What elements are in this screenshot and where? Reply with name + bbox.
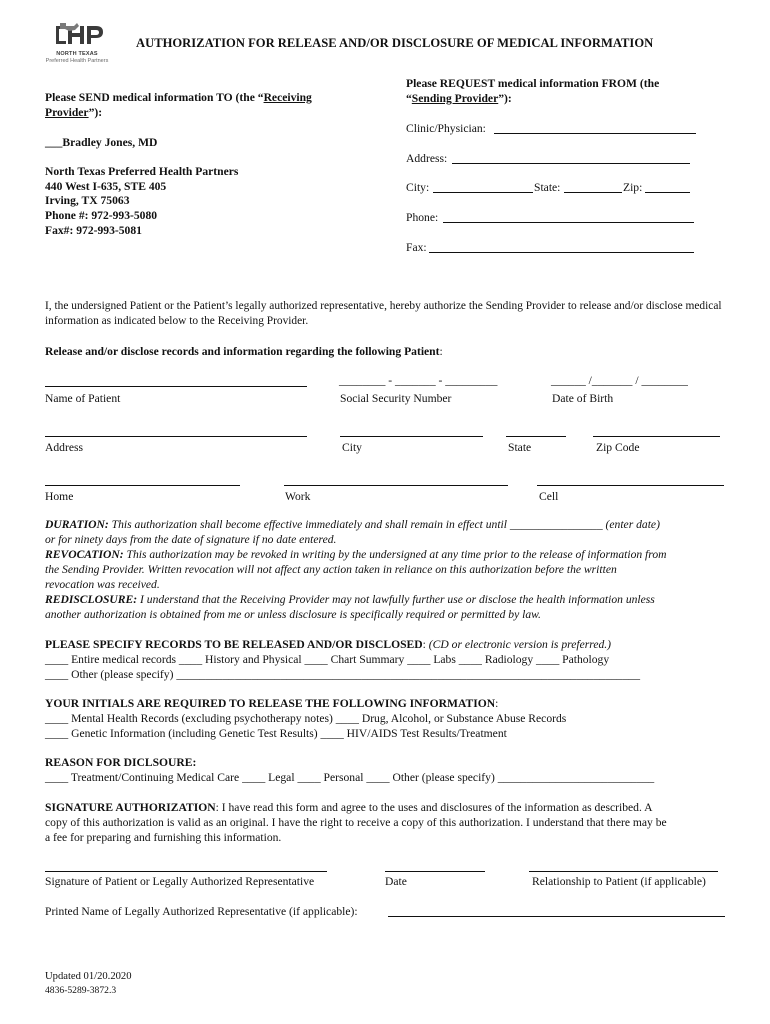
reason-options[interactable]: ____ Treatment/Continuing Medical Care ____ Legal ____ Personal ____ Other (please specify) ___________________________: [45, 771, 655, 784]
records-other[interactable]: ____ Other (please specify) ________________________________________________________________________________: [45, 668, 641, 681]
patient-state-label: State: [508, 441, 532, 454]
patient-address-field[interactable]: [45, 436, 307, 437]
send-to-heading-line2: Provider”):: [45, 106, 103, 119]
patient-address-label: Address: [45, 441, 83, 454]
patient-name-field[interactable]: [45, 386, 307, 387]
initials-line2[interactable]: ____ Genetic Information (including Genetic Test Results) ____ HIV/AIDS Test Results/Treatment: [45, 727, 507, 740]
state-label: State:: [534, 181, 561, 194]
work-label: Work: [285, 490, 311, 503]
receiving-address2: Irving, TX 75063: [45, 194, 130, 207]
state-field[interactable]: [564, 192, 622, 193]
ssn-label: Social Security Number: [340, 392, 452, 405]
patient-zip-label: Zip Code: [596, 441, 640, 454]
patient-section-heading: Release and/or disclose records and information regarding the following Patient:: [45, 345, 443, 358]
printed-name-field[interactable]: [388, 916, 725, 917]
intro-paragraph: I, the undersigned Patient or the Patient’s legally authorized representative, hereby authorize the Sending Provider to release and/or disclose medical information as indicated below to the Receiving Provider.: [45, 300, 722, 327]
redisclosure-line2: another authorization is obtained from me or unless disclosure is specifically required or permitted by law.: [45, 608, 541, 621]
request-from-heading-line2: “Sending Provider”):: [406, 92, 512, 105]
send-to-heading: Please SEND medical information TO (the “Receiving: [45, 91, 312, 104]
duration-line2: or for ninety days from the date of signature if no date entered.: [45, 533, 337, 546]
receiving-address1: 440 West I-635, STE 405: [45, 180, 167, 193]
dob-label: Date of Birth: [552, 392, 614, 405]
records-heading: PLEASE SPECIFY RECORDS TO BE RELEASED AND/OR DISCLOSED: (CD or electronic version is preferred.): [45, 638, 612, 651]
ssn-field[interactable]: ________ - _______ - _________: [339, 374, 498, 387]
revocation-line1: REVOCATION: This authorization may be revoked in writing by the undersigned at any time prior to the release of information from: [45, 548, 667, 561]
patient-city-field[interactable]: [340, 436, 483, 437]
signature-label: Signature of Patient or Legally Authorized Representative: [45, 875, 315, 888]
patient-zip-field[interactable]: [593, 436, 720, 437]
patient-state-field[interactable]: [506, 436, 566, 437]
signature-auth-line1: SIGNATURE AUTHORIZATION: I have read this form and agree to the uses and disclosures of the information as described. A: [45, 801, 653, 814]
home-phone-field[interactable]: [45, 485, 240, 486]
patient-name-label: Name of Patient: [45, 392, 121, 405]
clinic-label: Clinic/Physician:: [406, 122, 486, 135]
fax-field[interactable]: [429, 252, 694, 253]
document-title: AUTHORIZATION FOR RELEASE AND/OR DISCLOSURE OF MEDICAL INFORMATION: [136, 36, 654, 50]
nthp-logo-mark: [48, 22, 106, 48]
signature-field[interactable]: [45, 871, 327, 872]
work-phone-field[interactable]: [284, 485, 508, 486]
phone-label: Phone:: [406, 211, 439, 224]
records-options[interactable]: ____ Entire medical records ____ History and Physical ____ Chart Summary ____ Labs ____ Radiology ____ Pathology: [45, 653, 610, 666]
cell-phone-field[interactable]: [537, 485, 724, 486]
receiving-doctor: ___Bradley Jones, MD: [45, 136, 158, 149]
receiving-phone: Phone #: 972-993-5080: [45, 209, 158, 222]
address-field[interactable]: [452, 163, 690, 164]
company-logo: [42, 22, 112, 70]
patient-city-label: City: [342, 441, 362, 454]
footer-doc-id: 4836-5289-3872.3: [45, 985, 117, 996]
dob-field[interactable]: ______ /_______ / ________: [551, 374, 688, 387]
footer-updated: Updated 01/20.2020: [45, 971, 132, 982]
logo-name-line2: Preferred Health Partners: [45, 58, 109, 64]
revocation-line2: the Sending Provider. Written revocation will not affect any action taken in reliance on this authorization before the written: [45, 563, 617, 576]
redisclosure-line1: REDISCLOSURE: I understand that the Receiving Provider may not lawfully further use or disclose the health information unless: [45, 593, 655, 606]
date-label: Date: [385, 875, 407, 888]
revocation-line3: revocation was received.: [45, 578, 160, 591]
logo-name-line1: NORTH TEXAS: [56, 51, 98, 57]
signature-auth-line3: a fee for preparing and furnishing this information.: [45, 831, 282, 844]
phone-field[interactable]: [443, 222, 694, 223]
signature-auth-line2: copy of this authorization is valid as an original. I have the right to receive a copy of this authorization. I understand that there may be: [45, 816, 667, 829]
initials-heading: YOUR INITIALS ARE REQUIRED TO RELEASE THE FOLLOWING INFORMATION:: [45, 697, 499, 710]
zip-field[interactable]: [645, 192, 690, 193]
city-field[interactable]: [433, 192, 533, 193]
request-from-heading: Please REQUEST medical information FROM (the: [406, 77, 660, 90]
city-label: City:: [406, 181, 430, 194]
cell-label: Cell: [539, 490, 559, 503]
clinic-field[interactable]: [494, 133, 696, 134]
address-label: Address:: [406, 152, 448, 165]
signature-date-field[interactable]: [385, 871, 485, 872]
relationship-label: Relationship to Patient (if applicable): [532, 875, 706, 888]
receiving-org: North Texas Preferred Health Partners: [45, 165, 239, 178]
zip-label: Zip:: [623, 181, 643, 194]
relationship-field[interactable]: [529, 871, 718, 872]
receiving-fax: Fax#: 972-993-5081: [45, 224, 142, 237]
home-label: Home: [45, 490, 74, 503]
printed-name-label: Printed Name of Legally Authorized Representative (if applicable):: [45, 905, 358, 918]
initials-line1[interactable]: ____ Mental Health Records (excluding psychotherapy notes) ____ Drug, Alcohol, or Substance Abuse Records: [45, 712, 567, 725]
duration-line1: DURATION: This authorization shall become effective immediately and shall remain in effect until ________________ (enter date): [45, 518, 660, 531]
fax-label: Fax:: [406, 241, 427, 254]
reason-heading: REASON FOR DICLSOURE:: [45, 756, 197, 769]
